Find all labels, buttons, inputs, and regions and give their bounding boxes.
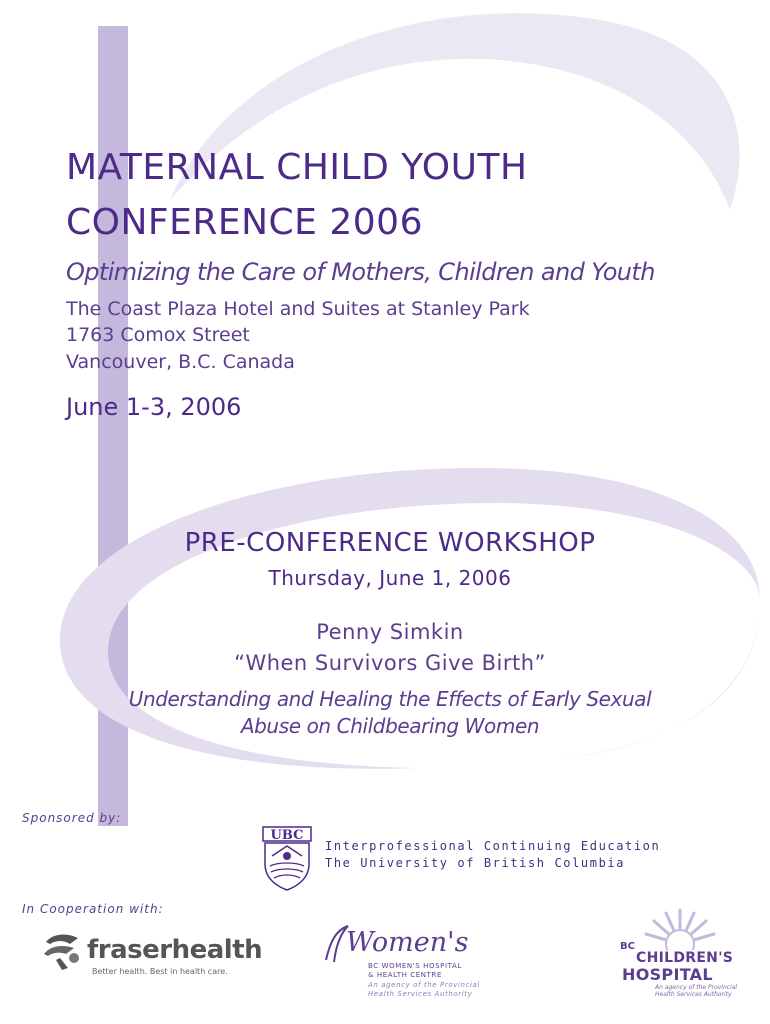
- conference-subtitle: Optimizing the Care of Mothers, Children and Youth: [66, 258, 655, 286]
- childrens-name-line-1: CHILDREN'S: [636, 950, 734, 966]
- fraserhealth-tagline: Better health. Best in health care.: [92, 967, 228, 976]
- cooperation-label: In Cooperation with:: [22, 902, 164, 916]
- talk-title: “When Survivors Give Birth”: [234, 651, 546, 675]
- description-line-1: Understanding and Healing the Effects of Early Sexual: [128, 687, 652, 711]
- childrens-name-line-2: HOSPITAL: [622, 965, 713, 984]
- conference-title: [66, 140, 528, 250]
- venue-city: Vancouver, B.C. Canada: [66, 351, 295, 373]
- womens-line-1: BC WOMEN'S HOSPITAL: [368, 962, 462, 970]
- childrens-sun-icon: [640, 904, 720, 950]
- venue-name: The Coast Plaza Hotel and Suites at Stanley Park: [66, 298, 530, 320]
- fraserhealth-name: fraserhealth: [87, 935, 263, 965]
- sponsored-label: Sponsored by:: [22, 811, 122, 825]
- workshop-date: Thursday, June 1, 2006: [268, 566, 512, 590]
- workshop-title: PRE-CONFERENCE WORKSHOP: [184, 528, 596, 558]
- ubc-crest-logo: [262, 826, 312, 892]
- fraserhealth-logo-mark: [40, 928, 86, 974]
- description-line-2: Abuse on Childbearing Women: [240, 714, 540, 738]
- ubc-logo-text: UBC: [270, 828, 304, 843]
- title-line-1: MATERNAL CHILD YOUTH: [66, 147, 528, 188]
- womens-line-4: Health Services Authority: [368, 990, 473, 998]
- title-line-2: CONFERENCE 2006: [66, 202, 423, 243]
- ice-line-1: Interprofessional Continuing Education: [325, 839, 661, 853]
- talk-description: [100, 686, 680, 740]
- childrens-line-1: An agency of the Provincial: [655, 984, 738, 991]
- womens-line-3: An agency of the Provincial: [368, 981, 480, 989]
- speaker-name: Penny Simkin: [316, 620, 464, 644]
- childrens-bc-label: BC: [620, 941, 635, 952]
- ice-line-2: The University of British Columbia: [325, 856, 626, 870]
- conference-dates: June 1-3, 2006: [66, 393, 242, 421]
- womens-logo-name: Women's: [346, 927, 469, 958]
- womens-line-2: & HEALTH CENTRE: [368, 971, 442, 979]
- childrens-line-2: Health Services Authority: [655, 991, 732, 998]
- venue-street: 1763 Comox Street: [66, 324, 250, 346]
